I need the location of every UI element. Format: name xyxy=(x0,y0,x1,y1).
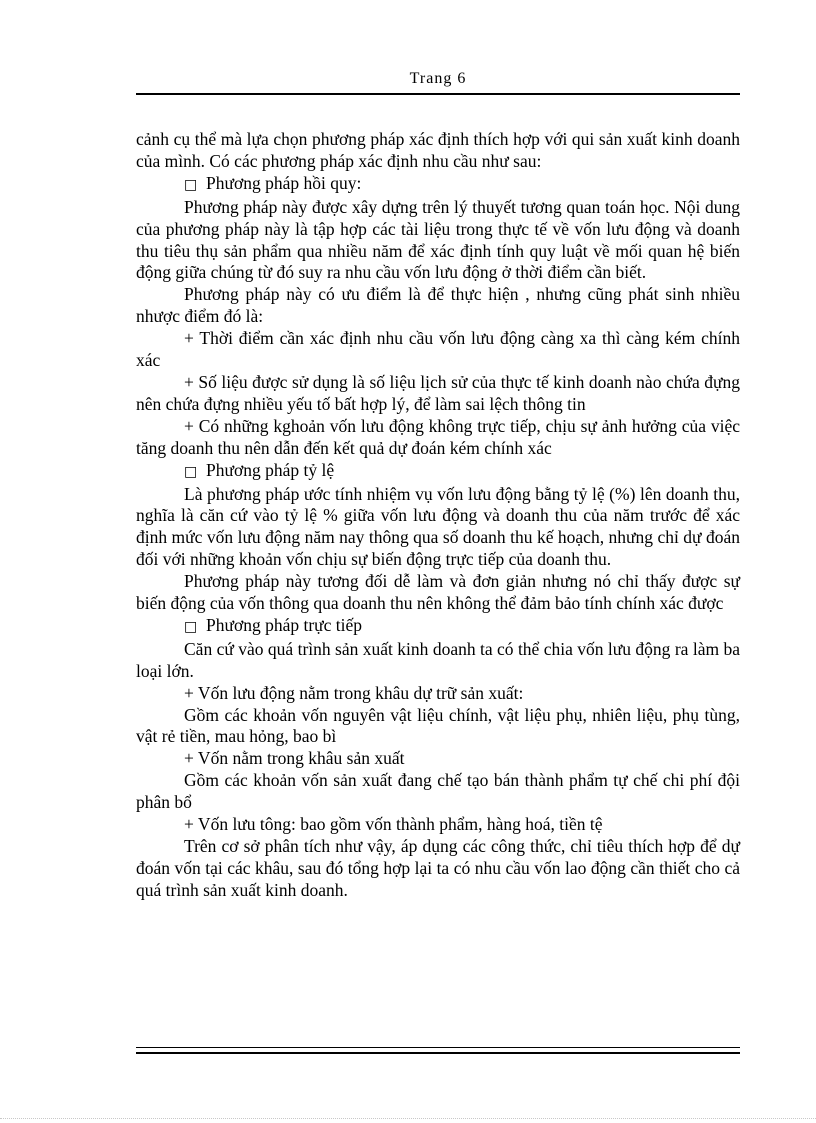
header-rule xyxy=(136,93,740,95)
section-heading-text: Phương pháp tỷ lệ xyxy=(206,459,335,480)
bullet-box-icon: □ xyxy=(184,618,198,635)
list-item: + Có những kghoản vốn lưu động không trực tiếp, chịu sự ảnh hưởng của việc tăng doanh thu nên dẫn đến kết quả dự đoán kém chính xác xyxy=(136,415,740,458)
section-heading-ratio xyxy=(136,460,740,484)
paragraph: Là phương pháp ước tính nhiệm vụ vốn lưu động bằng tỷ lệ (%) lên doanh thu, nghĩa là căn cứ vào tỷ lệ % giữa vốn lưu động và doanh thu của năm trước để xác định mức vốn lưu động năm nay thông qua số doanh thu kế hoạch, nhưng chỉ dự đoán đối với những khoản vốn chịu sự biến động trực tiếp của doanh thu. xyxy=(136,483,740,570)
paragraph: Gồm các khoản vốn nguyên vật liệu chính, vật liệu phụ, nhiên liệu, phụ tùng, vật rẻ tiền, mau hỏng, bao bì xyxy=(136,704,740,747)
section-heading-regression xyxy=(136,173,740,197)
paragraph: Gồm các khoản vốn sản xuất đang chế tạo bán thành phẩm tự chế chi phí đội phân bổ xyxy=(136,770,740,813)
paragraph: Phương pháp này có ưu điểm là để thực hiện , nhưng cũng phát sinh nhiều nhược điểm đó là: xyxy=(136,284,740,327)
paragraph: Phương pháp này tương đối dễ làm và đơn giản nhưng nó chỉ thấy được sự biến động của vốn thông qua doanh thu nên không thể đảm bảo tính chính xác được xyxy=(136,571,740,614)
document-body xyxy=(136,129,740,902)
paragraph: Trên cơ sở phân tích như vậy, áp dụng các công thức, chỉ tiêu thích hợp để dự đoán vốn tại các khâu, sau đó tổng hợp lại ta có nhu cầu vốn lao động cần thiết cho cả quá trình sản xuất kinh doanh. xyxy=(136,836,740,900)
page-header: Trang 6 xyxy=(409,70,467,87)
list-item: + Vốn nằm trong khâu sản xuất xyxy=(184,748,405,769)
list-item: + Số liệu được sử dụng là số liệu lịch sử của thực tế kinh doanh nào chứa đựng nên chứa đựng nhiều yếu tố bất hợp lý, để làm sai lệch thông tin xyxy=(136,371,740,414)
paragraph: Căn cứ vào quá trình sản xuất kinh doanh ta có thể chia vốn lưu động ra làm ba loại lớn. xyxy=(136,638,740,681)
list-item: + Thời điểm cần xác định nhu cầu vốn lưu động càng xa thì càng kém chính xác xyxy=(136,328,740,371)
section-heading-direct xyxy=(136,615,740,639)
section-heading-text: Phương pháp hồi quy: xyxy=(206,172,362,193)
section-heading-text: Phương pháp trực tiếp xyxy=(206,614,363,635)
bullet-box-icon: □ xyxy=(184,463,198,480)
paragraph: cảnh cụ thể mà lựa chọn phương pháp xác định thích hợp với qui sản xuất kinh doanh của mình. Có các phương pháp xác định nhu cầu như sau: xyxy=(136,129,740,171)
list-item: + Vốn lưu động nằm trong khâu dự trữ sản xuất: xyxy=(184,682,524,703)
paragraph: Phương pháp này được xây dựng trên lý thuyết tương quan toán học. Nội dung của phương pháp này là tập hợp các tài liệu trong thực tế về vốn lưu động và doanh thu tiêu thụ sản phẩm qua nhiều năm để xác định tính quy luật về mối quan hệ biến động giữa chúng từ đó suy ra nhu cầu vốn lưu động ở thời điểm cần biết. xyxy=(136,196,740,283)
page-edge xyxy=(0,1118,816,1119)
footer-rule xyxy=(136,1047,740,1054)
bullet-box-icon: □ xyxy=(184,176,198,193)
list-item: + Vốn lưu tông: bao gồm vốn thành phẩm, hàng hoá, tiền tệ xyxy=(184,814,603,835)
